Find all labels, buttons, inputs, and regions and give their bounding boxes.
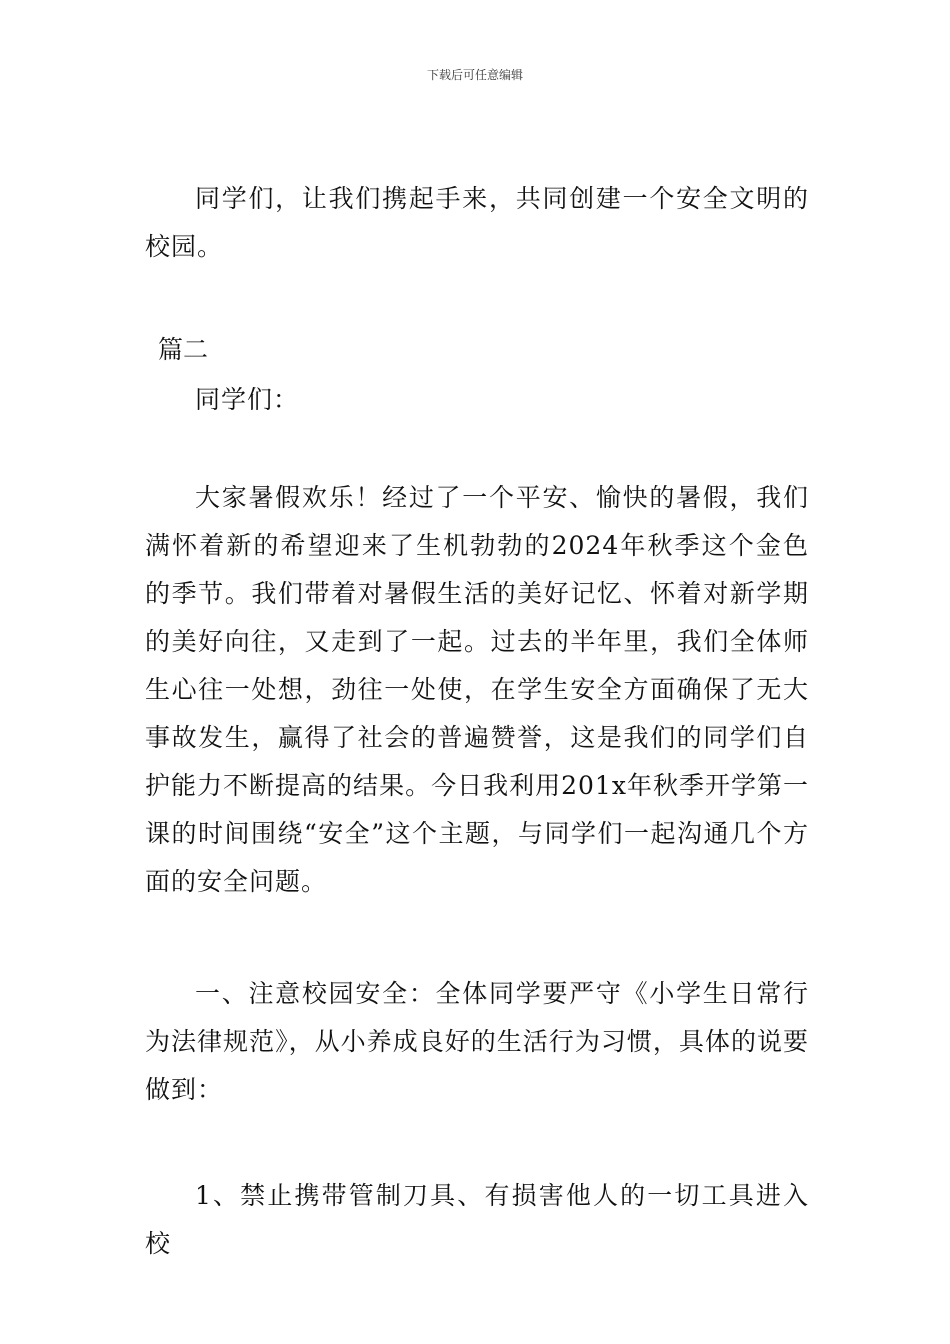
header-note: 下载后可任意编辑 xyxy=(426,68,523,82)
item-one-paragraph: 1、禁止携带管制刀具、有损害他人的一切工具进入校 xyxy=(145,1181,809,1258)
greeting-paragraph: 同学们： xyxy=(195,385,300,414)
section-title: 篇二 xyxy=(158,335,209,364)
intro-paragraph: 大家暑假欢乐！经过了一个平安、愉快的暑假，我们满怀着新的希望迎来了生机勃勃的2024年秋季这个金色的季节。我们带着对暑假生活的美好记忆、怀着对新学期的美好向往，又走到了一起。过去的半年里，我们全体师生心往一处想，劲往一处使，在学生安全方面确保了无大事故发生，赢得了社会的普遍赞誉，这是我们的同学们自护能力不断提高的结果。今日我利用201x年秋季开学第一课的时间围绕“安全”这个主题，与同学们一起沟通几个方面的安全问题。 xyxy=(145,483,809,896)
point-one-paragraph: 一、注意校园安全：全体同学要严守《小学生日常行为法律规范》，从小养成良好的生活行为习惯，具体的说要做到： xyxy=(145,979,809,1104)
closing-paragraph: 同学们，让我们携起手来，共同创建一个安全文明的校园。 xyxy=(145,184,809,261)
